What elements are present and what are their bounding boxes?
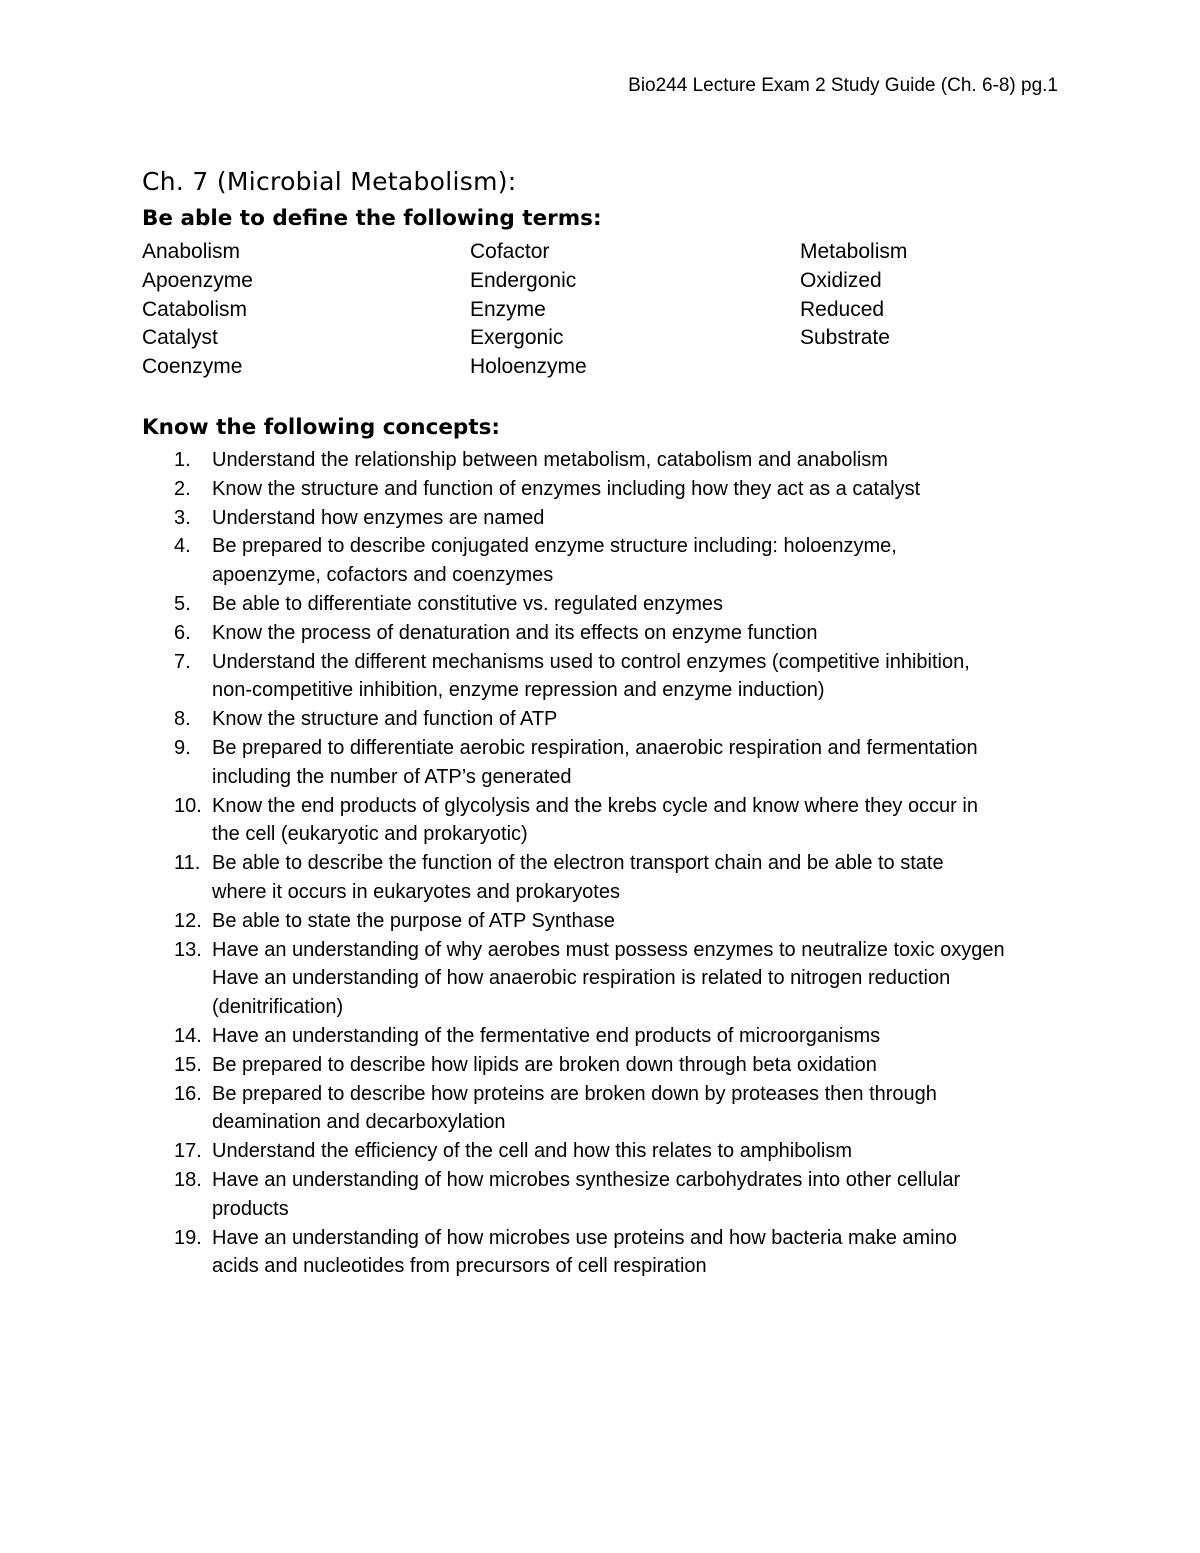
terms-column-2 (470, 238, 587, 382)
list-item (142, 446, 1082, 475)
item-number: 14. (174, 1024, 202, 1047)
term: Endergonic (470, 268, 577, 292)
list-item (142, 619, 1082, 648)
item-number: 15. (174, 1053, 202, 1076)
concepts-list (142, 446, 1082, 1281)
item-number: 5. (174, 592, 191, 615)
item-text: deamination and decarboxylation (212, 1111, 506, 1134)
page-header: Bio244 Lecture Exam 2 Study Guide (Ch. 6-8) pg.1 (628, 75, 1058, 96)
item-text: Be able to state the purpose of ATP Synthase (212, 909, 615, 932)
term: Exergonic (470, 326, 564, 350)
item-number: 7. (174, 650, 191, 673)
item-text: Understand how enzymes are named (212, 506, 545, 529)
item-text: Know the end products of glycolysis and the krebs cycle and know where they occur in (212, 794, 978, 817)
item-number: 8. (174, 708, 191, 731)
item-text: Be able to differentiate constitutive vs. regulated enzymes (212, 592, 724, 615)
term: Apoenzyme (142, 268, 253, 292)
item-number: 1. (174, 449, 191, 471)
item-text: non-competitive inhibition, enzyme repression and enzyme induction) (212, 679, 825, 702)
item-number: 11. (174, 852, 201, 875)
list-item (142, 792, 1082, 850)
term: Holoenzyme (470, 355, 587, 379)
item-text: Be able to describe the function of the electron transport chain and be able to state (212, 852, 944, 875)
item-number: 18. (174, 1168, 202, 1191)
list-item (142, 532, 1082, 590)
item-number: 17. (174, 1140, 202, 1163)
term: Coenzyme (142, 355, 243, 379)
list-item (142, 1080, 1082, 1138)
term: Reduced (800, 297, 885, 321)
list-item (142, 590, 1082, 619)
item-text: Be prepared to describe how lipids are broken down through beta oxidation (212, 1053, 877, 1076)
list-item (142, 1137, 1082, 1166)
item-number: 3. (174, 506, 191, 529)
item-text: Have an understanding of how anaerobic respiration is related to nitrogen reduction (212, 967, 951, 990)
list-item (142, 705, 1082, 734)
item-number: 2. (174, 477, 191, 500)
term: Metabolism (800, 240, 908, 263)
item-text: Have an understanding of the fermentative end products of microorganisms (212, 1024, 881, 1047)
list-item (142, 734, 1082, 792)
item-text: Know the structure and function of enzymes including how they act as a catalyst (212, 477, 921, 500)
terms-heading: Be able to define the following terms: (142, 206, 602, 231)
term: Enzyme (470, 297, 546, 321)
item-text: apoenzyme, cofactors and coenzymes (212, 564, 554, 587)
item-text: where it occurs in eukaryotes and prokaryotes (212, 880, 620, 903)
item-text: Be prepared to describe conjugated enzyme structure including: holoenzyme, (212, 535, 897, 558)
item-text: Know the structure and function of ATP (212, 708, 558, 731)
list-item (142, 504, 1082, 533)
item-number: 10. (174, 794, 202, 817)
item-number: 16. (174, 1082, 202, 1105)
list-item (142, 936, 1082, 1022)
list-item (142, 1166, 1082, 1224)
item-text: acids and nucleotides from precursors of cell respiration (212, 1255, 707, 1278)
term: Anabolism (142, 240, 241, 263)
chapter-title: Ch. 7 (Microbial Metabolism): (142, 167, 517, 196)
item-text: Have an understanding of how microbes synthesize carbohydrates into other cellular (212, 1168, 961, 1191)
list-item (142, 1022, 1082, 1051)
item-text: Be prepared to describe how proteins are broken down by proteases then through (212, 1082, 937, 1105)
term: Catabolism (142, 297, 248, 321)
term: Cofactor (470, 240, 550, 263)
item-text: the cell (eukaryotic and prokaryotic) (212, 823, 528, 846)
list-item (142, 475, 1082, 504)
item-text: Be prepared to differentiate aerobic respiration, anaerobic respiration and fermentation (212, 736, 978, 759)
list-item (142, 907, 1082, 936)
item-number: 12. (174, 909, 202, 932)
item-text: Have an understanding of how microbes use proteins and how bacteria make amino (212, 1226, 957, 1249)
terms-column-1 (142, 238, 253, 382)
list-item (142, 849, 1082, 907)
item-number: 6. (174, 621, 191, 644)
term: Substrate (800, 326, 890, 350)
item-number: 13. (174, 938, 202, 961)
item-text: products (212, 1197, 289, 1220)
terms-column-3 (800, 238, 907, 353)
item-text: Understand the relationship between metabolism, catabolism and anabolism (212, 449, 888, 471)
item-text: Have an understanding of why aerobes must possess enzymes to neutralize toxic oxygen (212, 938, 1005, 961)
list-item (142, 1051, 1082, 1080)
list-item (142, 1224, 1082, 1282)
item-text: (denitrification) (212, 996, 344, 1019)
item-number: 19. (174, 1226, 202, 1249)
item-text: including the number of ATP’s generated (212, 765, 572, 788)
item-text: Understand the efficiency of the cell and how this relates to amphibolism (212, 1140, 852, 1163)
terms-grid (142, 238, 1082, 388)
term: Catalyst (142, 326, 218, 350)
term: Oxidized (800, 268, 882, 292)
item-text: Understand the different mechanisms used to control enzymes (competitive inhibition, (212, 650, 970, 673)
item-number: 4. (174, 535, 191, 558)
item-text: Know the process of denaturation and its effects on enzyme function (212, 621, 818, 644)
list-item (142, 648, 1082, 706)
concepts-heading: Know the following concepts: (142, 415, 500, 440)
item-number: 9. (174, 736, 191, 759)
